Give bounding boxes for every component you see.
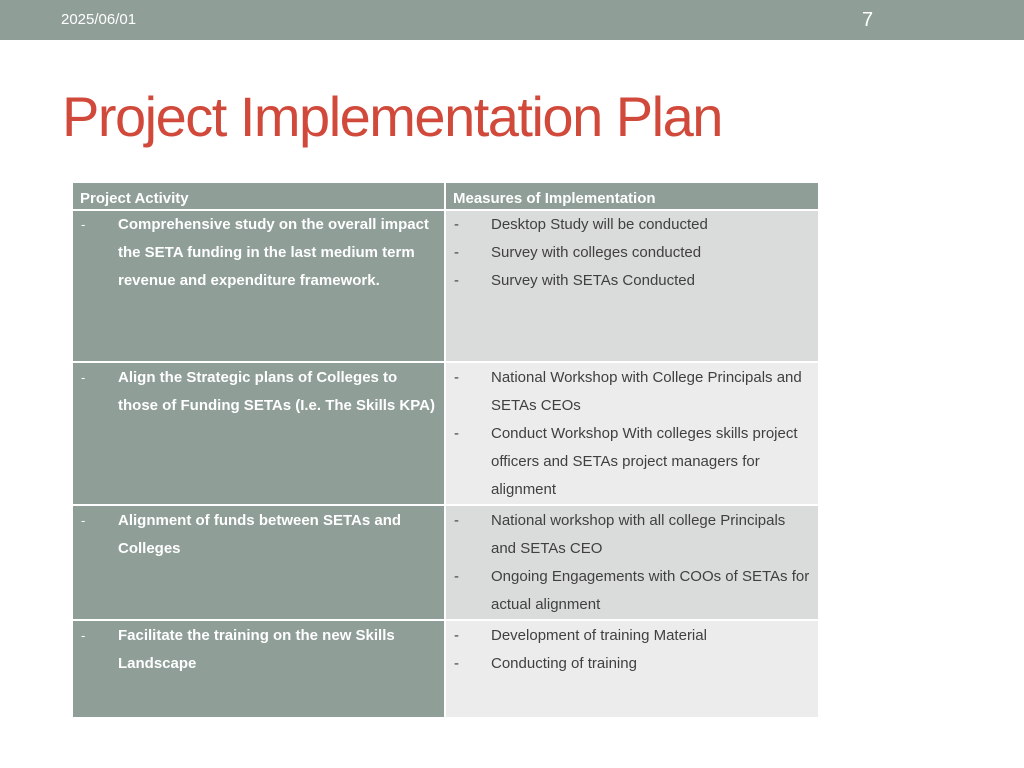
activity-text: Comprehensive study on the overall impact the SETA funding in the last medium term revenue and expenditure framework. [118, 216, 429, 289]
activity-item [73, 364, 444, 420]
table-row [73, 620, 818, 718]
table-row [73, 210, 818, 362]
bullet-marker: - [454, 627, 459, 644]
header-bar [0, 0, 1024, 40]
measure-item [446, 563, 818, 619]
measure-text: Conducting of training [491, 655, 637, 672]
slide-date: 2025/06/01 [61, 11, 137, 28]
measure-item [446, 364, 818, 420]
activity-text: Alignment of funds between SETAs and Colleges [118, 512, 402, 557]
bullet-marker: - [454, 369, 459, 386]
measure-item [446, 211, 818, 239]
measure-item [446, 507, 818, 563]
measure-item [446, 267, 818, 295]
measures-cell [445, 505, 818, 620]
table-row [73, 362, 818, 505]
measure-text: Survey with SETAs Conducted [491, 272, 695, 289]
slide-title: Project Implementation Plan [62, 85, 722, 148]
column-header-measures: Measures of Implementation [445, 183, 818, 210]
measure-text: Conduct Workshop With colleges skills project officers and SETAs project managers for alignment [491, 425, 798, 498]
measures-cell [445, 362, 818, 505]
measure-item [446, 622, 818, 650]
bullet-marker: - [454, 655, 459, 672]
bullet-marker: - [454, 425, 459, 442]
measure-text: Desktop Study will be conducted [491, 216, 708, 233]
bullet-marker: - [81, 513, 86, 528]
activity-cell [73, 362, 445, 505]
activity-text: Align the Strategic plans of Colleges to those of Funding SETAs (I.e. The Skills KPA) [118, 369, 435, 414]
measure-text: National Workshop with College Principals and SETAs CEOs [491, 369, 802, 414]
activity-cell [73, 210, 445, 362]
implementation-plan-table [73, 183, 818, 719]
column-header-project-activity: Project Activity [73, 183, 445, 210]
bullet-marker: - [454, 216, 459, 233]
bullet-marker: - [454, 568, 459, 585]
bullet-marker: - [81, 370, 86, 385]
activity-text: Facilitate the training on the new Skills Landscape [118, 627, 395, 672]
table-row [73, 505, 818, 620]
bullet-marker: - [454, 512, 459, 529]
bullet-marker: - [454, 272, 459, 289]
measure-text: Development of training Material [491, 627, 707, 644]
measure-text: Survey with colleges conducted [491, 244, 702, 261]
measures-cell [445, 210, 818, 362]
measure-item [446, 239, 818, 267]
measure-item [446, 420, 818, 504]
slide-page-number: 7 [862, 9, 874, 31]
measure-item [446, 650, 818, 678]
activity-item [73, 507, 444, 563]
table-header-row [73, 183, 818, 210]
activity-cell [73, 505, 445, 620]
measure-text: Ongoing Engagements with COOs of SETAs for actual alignment [491, 568, 810, 613]
measures-cell [445, 620, 818, 718]
activity-item [73, 622, 444, 678]
activity-item [73, 211, 444, 295]
bullet-marker: - [81, 217, 86, 232]
measure-text: National workshop with all college Principals and SETAs CEO [491, 512, 786, 557]
activity-cell [73, 620, 445, 718]
bullet-marker: - [81, 628, 86, 643]
bullet-marker: - [454, 244, 459, 261]
